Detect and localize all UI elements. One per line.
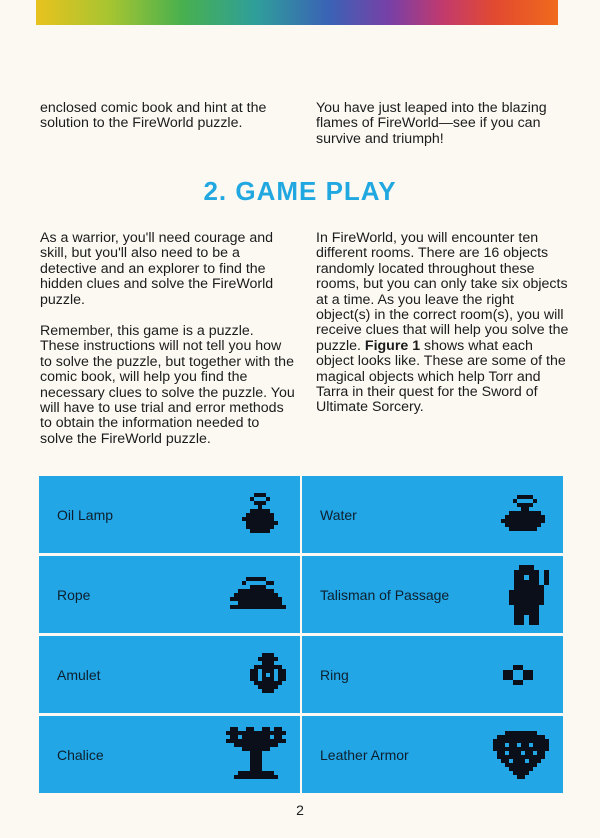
left-paragraph-1: As a warrior, you'll need courage and skill, but you'll also need to be a detective and an explorer to find the hidden clues and solve the FireWorld puzzle. xyxy=(40,230,274,308)
object-label: Amulet xyxy=(57,666,101,683)
right-paragraph-1 xyxy=(316,231,571,416)
intro-right-text: You have just leaped into the blazing flames of FireWorld—see if you can survive and triumph! xyxy=(316,100,547,147)
oil-lamp-icon xyxy=(242,493,286,537)
object-cell-chalice xyxy=(39,716,300,793)
figure-reference: Figure 1 xyxy=(364,337,421,354)
object-label: Oil Lamp xyxy=(57,506,114,523)
leather-armor-icon xyxy=(493,731,549,779)
object-label: Chalice xyxy=(57,746,104,763)
water-icon xyxy=(501,495,549,535)
amulet-icon xyxy=(250,653,286,697)
object-cell-oil-lamp xyxy=(39,476,300,553)
chalice-icon xyxy=(226,727,286,783)
object-cell-amulet xyxy=(39,636,300,713)
intro-left-text: enclosed comic book and hint at the solution to the FireWorld puzzle. xyxy=(40,100,267,132)
object-label: Ring xyxy=(320,666,349,683)
object-label: Leather Armor xyxy=(320,746,409,763)
object-cell-talisman xyxy=(302,556,563,633)
section-title: 2. GAME PLAY xyxy=(203,176,397,206)
object-cell-ring xyxy=(302,636,563,713)
left-paragraph-2: Remember, this game is a puzzle. These instructions will not tell you how to solve the puzzle, but together with the comic book, will help you find the necessary clues to solve the puzzle. You will have to use trial and error methods to obtain the information needed to solve the FireWorld puzzle. xyxy=(40,323,295,447)
object-label: Rope xyxy=(57,586,91,603)
object-cell-water xyxy=(302,476,563,553)
page-number: 2 xyxy=(296,802,304,818)
right-paragraph-text-b: shows what each object looks like. These are some of the magical objects which help Torr and Tarra in their quest for the Sword of Ultimate Sorcery. xyxy=(316,337,566,416)
object-label: Water xyxy=(320,506,357,523)
right-paragraph-text-a: In FireWorld, you will encounter ten different rooms. There are 16 objects randomly located throughout these rooms, but you can only take six objects at a time. As you leave the right object(s) in the correct room(s), you will receive clues that will help you solve the puzzle. xyxy=(316,230,569,354)
right-column xyxy=(316,231,571,432)
objects-figure xyxy=(39,476,561,790)
left-column xyxy=(40,231,295,463)
talisman-icon xyxy=(509,565,549,625)
object-cell-leather-armor xyxy=(302,716,563,793)
rainbow-header-bar xyxy=(36,0,558,25)
object-label: Talisman of Passage xyxy=(320,586,450,603)
rope-icon xyxy=(230,577,286,613)
object-cell-rope xyxy=(39,556,300,633)
ring-icon xyxy=(503,665,533,685)
